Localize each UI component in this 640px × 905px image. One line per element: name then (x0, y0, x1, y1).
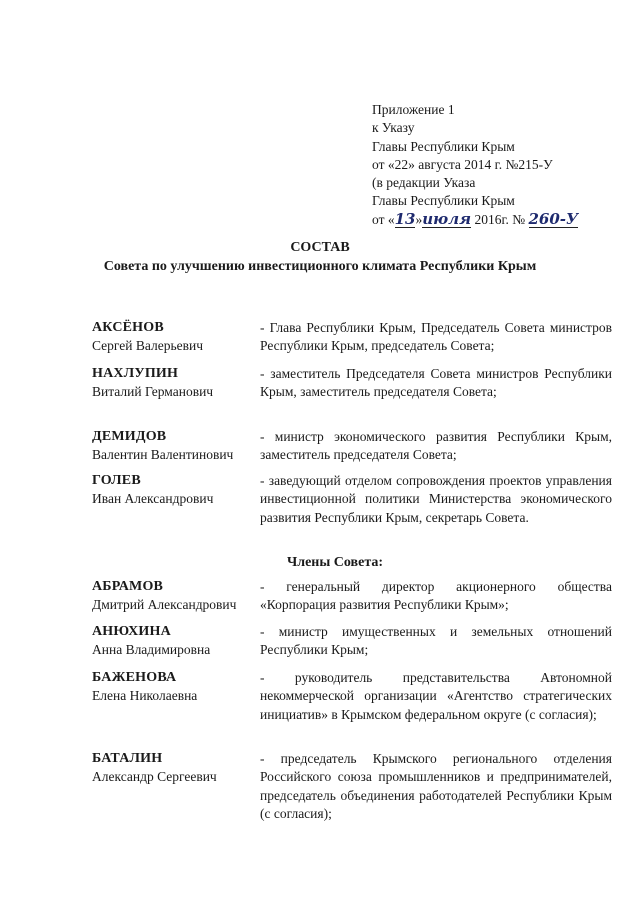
person-given-name: Дмитрий Александрович (92, 597, 237, 612)
person-role: - министр экономического развития Республики Крым, заместитель председателя Совета; (260, 429, 612, 463)
decree-date-prefix: от « (372, 211, 395, 227)
appendix-line-4: от «22» августа 2014 г. №215-У (372, 156, 553, 172)
handwritten-day: 13 (394, 209, 416, 228)
person-surname: ГОЛЕВ (92, 473, 141, 488)
appendix-line-5: (в редакции Указа (372, 175, 476, 191)
appendix-line-7 (372, 211, 622, 229)
person-given-name: Александр Сергеевич (92, 769, 217, 784)
appendix-line-2: к Указу (372, 120, 415, 136)
person-surname: БАЖЕНОВА (92, 670, 177, 685)
document-title: СОСТАВ (290, 240, 350, 255)
person-surname: ДЕМИДОВ (92, 429, 167, 444)
person-name (92, 669, 257, 705)
person-role: - заведующий отделом сопровождения проектов управления инвестиционной политики Министерства экономического развития Республики Крым, секретарь Совета. (260, 473, 612, 525)
person-surname: НАХЛУПИН (92, 366, 179, 381)
appendix-line-6: Главы Республики Крым (372, 193, 515, 209)
members-heading: Члены Совета: (286, 555, 384, 570)
appendix-block (372, 101, 622, 229)
appendix-line-3: Главы Республики Крым (372, 138, 515, 154)
decree-date-quote: » (415, 211, 423, 227)
person-role: - заместитель Председателя Совета министров Республики Крым, заместитель председателя Совета; (260, 366, 612, 400)
person-name (92, 428, 257, 464)
person-given-name: Виталий Германович (92, 384, 214, 399)
person-given-name: Сергей Валерьевич (92, 338, 203, 353)
decree-year: 2016г. № (471, 211, 529, 227)
person-name (92, 578, 257, 614)
person-surname: АКСЁНОВ (92, 320, 164, 335)
person-name (92, 365, 257, 401)
person-role: - генеральный директор акционерного общества «Корпорация развития Республики Крым»; (260, 579, 612, 613)
person-name (92, 319, 257, 355)
person-given-name: Иван Александрович (92, 491, 214, 506)
person-surname: БАТАЛИН (92, 751, 163, 766)
person-given-name: Валентин Валентинович (92, 447, 234, 462)
person-surname: АНЮХИНА (92, 624, 171, 639)
person-role: - Глава Республики Крым, Председатель Совета министров Республики Крым, председатель Совета; (260, 320, 612, 354)
person-given-name: Анна Владимировна (92, 642, 211, 657)
person-role: - председатель Крымского регионального отделения Российского союза промышленников и предпринимателей, председатель объединения работодателей Республики Крым (с согласия); (260, 751, 612, 821)
document-subtitle: Совета по улучшению инвестиционного климата Республики Крым (103, 259, 537, 274)
person-role: - министр имущественных и земельных отношений Республики Крым; (260, 624, 612, 658)
person-role: - руководитель представительства Автономной некоммерческой организации «Агентство стратегических инициатив» в Крымском федеральном округе (с согласия); (260, 670, 612, 722)
handwritten-month: июля (422, 209, 472, 228)
person-given-name: Елена Николаевна (92, 688, 198, 703)
person-surname: АБРАМОВ (92, 579, 164, 594)
person-name (92, 623, 257, 659)
appendix-line-1: Приложение 1 (372, 102, 455, 117)
handwritten-number: 260-У (528, 209, 579, 228)
person-name (92, 750, 257, 786)
person-name (92, 472, 257, 508)
